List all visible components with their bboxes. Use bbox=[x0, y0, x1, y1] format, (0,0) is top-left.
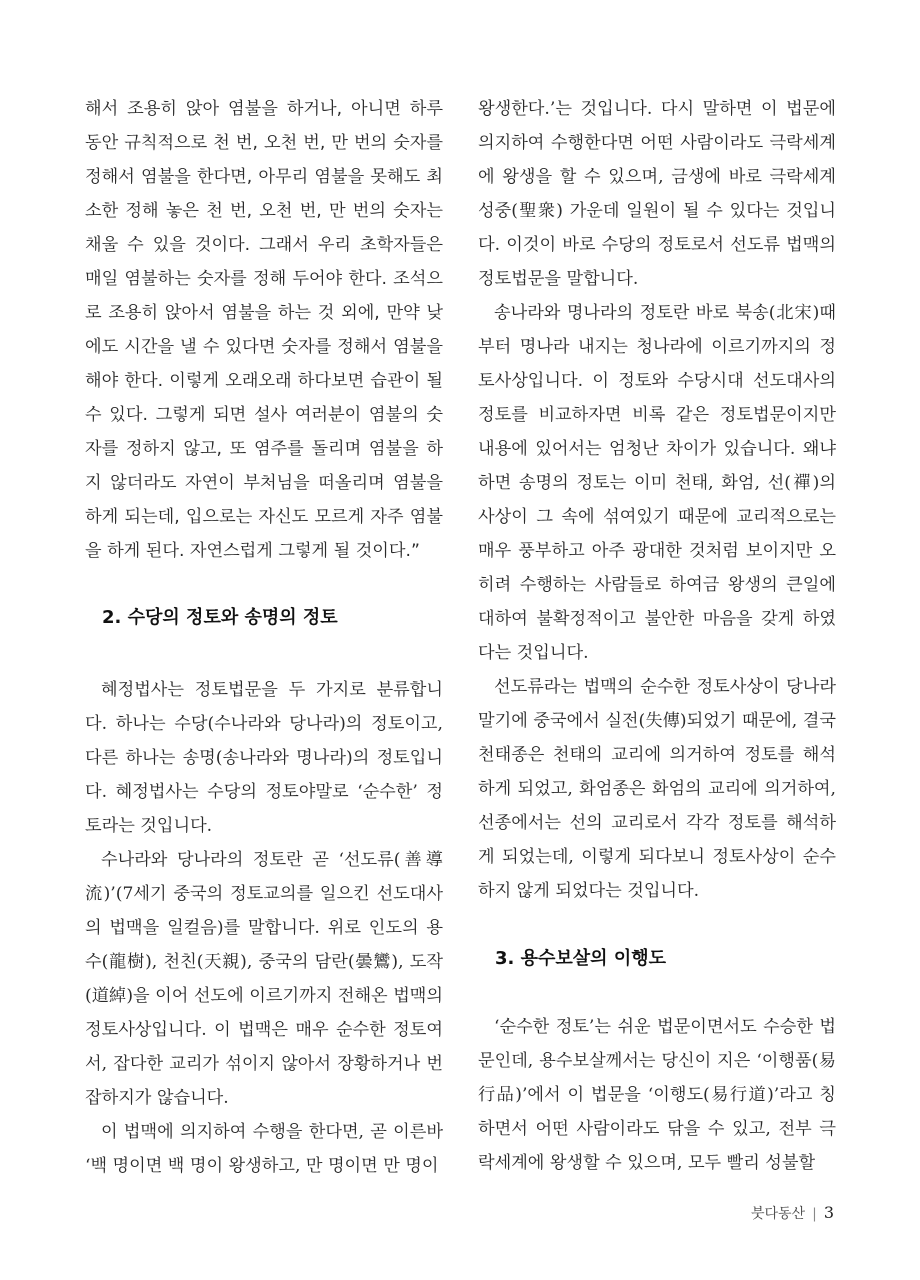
section-heading: 3. 용수보살의 이행도 bbox=[495, 948, 666, 969]
magazine-title: 붓다동산 bbox=[750, 1206, 806, 1222]
footer-separator: | bbox=[812, 1206, 817, 1222]
left-column bbox=[85, 92, 443, 1183]
right-column bbox=[478, 92, 836, 1180]
paragraph: 송나라와 명나라의 정토란 바로 북송(北宋)때부터 명나라 내지는 청나라에 이르기까지의 정토사상입니다. 이 정토와 수당시대 선도대사의 정토를 비교하자면 비록 같은 정토법문이지만 내용에 있어서는 엄청난 차이가 있습니다. 왜냐하면 송명의 정토는 이미 천태, 화엄, 선(禪)의 사상이 그 속에 섞여있기 때문에 교리적으로는 매우 풍부하고 아주 광대한 것처럼 보이지만 오히려 수행하는 사람들로 하여금 왕생의 큰일에 대하여 불확정적이고 불안한 마음을 갖게 하였다는 것입니다. bbox=[478, 303, 836, 663]
page-footer bbox=[751, 1203, 834, 1223]
paragraph: 수나라와 당나라의 정토란 곧 ‘선도류(善導流)’(7세기 중국의 정토교의를 일으킨 선도대사의 법맥을 일컬음)를 말합니다. 위로 인도의 용수(龍樹), 천친(天親), 중국의 담란(曇鸞), 도작(道綽)을 이어 선도에 이르기까지 전해온 법맥의 정토사상입니다. 이 법맥은 매우 순수한 정토여서, 잡다한 교리가 섞이지 않아서 장황하거나 번잡하지가 않습니다. bbox=[85, 850, 443, 1108]
section-heading: 2. 수당의 정토와 송명의 정토 bbox=[102, 607, 338, 628]
paragraph: 이 법맥에 의지하여 수행을 한다면, 곧 이른바 ‘백 명이면 백 명이 왕생하고, 만 명이면 만 명이 bbox=[85, 1122, 443, 1176]
paragraph: 왕생한다.’는 것입니다. 다시 말하면 이 법문에 의지하여 수행한다면 어떤 사람이라도 극락세계에 왕생을 할 수 있으며, 금생에 바로 극락세계 성중(聖衆) 가운데 일원이 될 수 있다는 것입니다. 이것이 바로 수당의 정토로서 선도류 법맥의 정토법문을 말합니다. bbox=[478, 99, 836, 289]
paragraph: 선도류라는 법맥의 순수한 정토사상이 당나라 말기에 중국에서 실전(失傳)되었기 때문에, 결국 천태종은 천태의 교리에 의거하여 정토를 해석하게 되었고, 화엄종은 화엄의 교리에 의거하여, 선종에서는 선의 교리로서 각각 정토를 해석하게 되었는데, 이렇게 되다보니 정토사상이 순수하지 않게 되었다는 것입니다. bbox=[478, 677, 836, 901]
paragraph: ‘순수한 정토’는 쉬운 법문이면서도 수승한 법문인데, 용수보살께서는 당신이 지은 ‘이행품(易行品)’에서 이 법문을 ‘이행도(易行道)’라고 칭하면서 어떤 사람이라도 닦을 수 있고, 전부 극락세계에 왕생할 수 있으며, 모두 빨리 성불할 bbox=[478, 1017, 836, 1173]
page-number: 3 bbox=[823, 1203, 834, 1222]
paragraph: 혜정법사는 정토법문을 두 가지로 분류합니다. 하나는 수당(수나라와 당나라)의 정토이고, 다른 하나는 송명(송나라와 명나라)의 정토입니다. 혜정법사는 수당의 정토야말로 ‘순수한’ 정토라는 것입니다. bbox=[85, 680, 443, 836]
paragraph: 해서 조용히 앉아 염불을 하거나, 아니면 하루 동안 규칙적으로 천 번, 오천 번, 만 번의 숫자를 정해서 염불을 한다면, 아무리 염불을 못해도 최소한 정해 놓은 천 번, 오천 번, 만 번의 숫자는 채울 수 있을 것이다. 그래서 우리 초학자들은 매일 염불하는 숫자를 정해 두어야 한다. 조석으로 조용히 앉아서 염불을 하는 것 외에, 만약 낮에도 시간을 낼 수 있다면 숫자를 정해서 염불을 해야 한다. 이렇게 오래오래 하다보면 습관이 될 수 있다. 그렇게 되면 설사 여러분이 염불의 숫자를 정하지 않고, 또 염주를 돌리며 염불을 하지 않더라도 자연이 부처님을 떠올리며 염불을 하게 되는데, 입으로는 자신도 모르게 자주 염불을 하게 된다. 자연스럽게 그렇게 될 것이다.” bbox=[85, 99, 443, 561]
